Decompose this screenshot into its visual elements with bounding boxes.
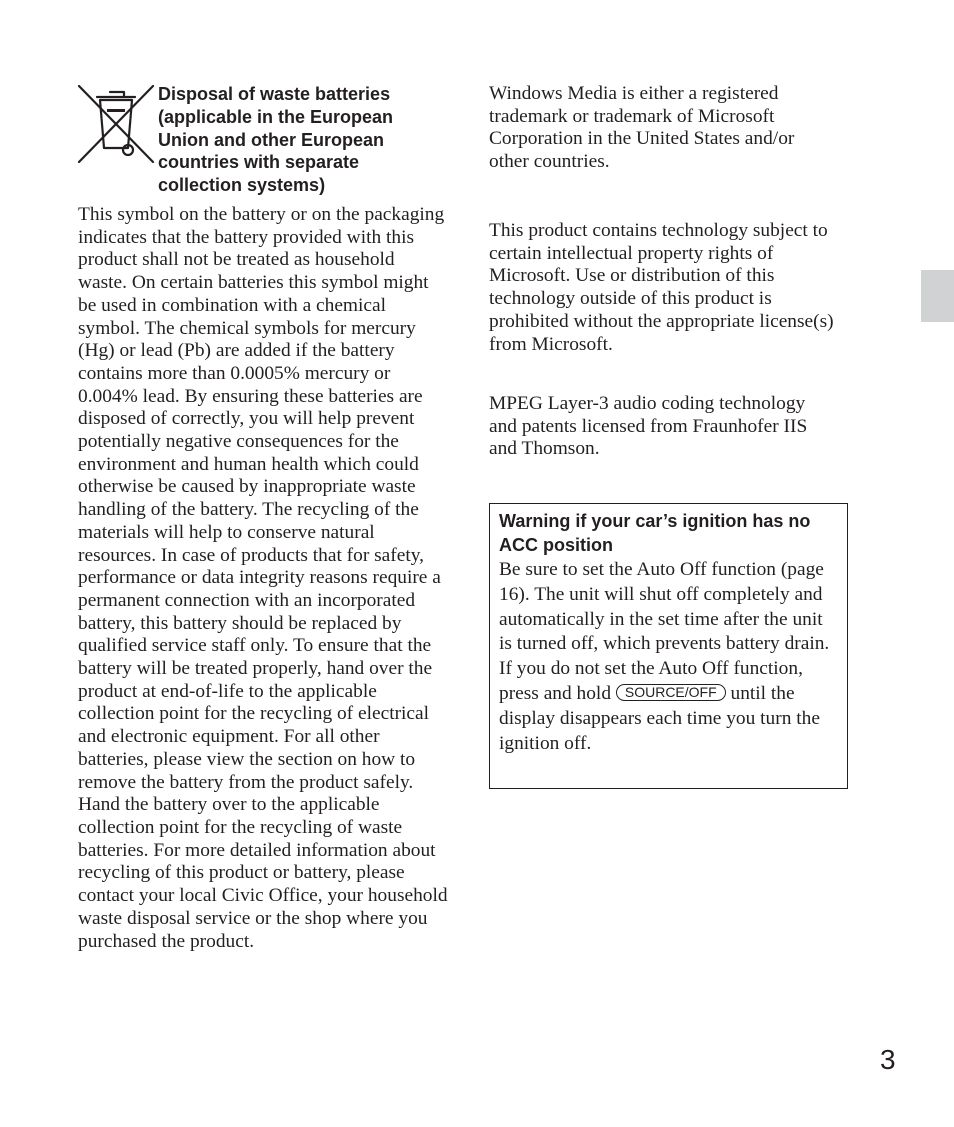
- warning-title: Warning if your car’s ignition has no ACC position: [499, 511, 811, 555]
- warning-body: [499, 558, 839, 756]
- microsoft-ip-notice: This product contains technology subject to certain intellectual property rights of Microsoft. Use or distribution of this technology outside of this product is prohibited without the appropriate license(s) from Microsoft.: [489, 220, 834, 355]
- windows-media-notice: Windows Media is either a registered trademark or trademark of Microsoft Corporation in the United States and/or other countries.: [489, 83, 795, 173]
- crossed-out-wheelie-bin-icon: [77, 84, 155, 164]
- page-number: 3: [880, 1044, 896, 1075]
- section-side-tab: [921, 270, 954, 322]
- mpeg-license-notice: MPEG Layer-3 audio coding technology and patents licensed from Fraunhofer IIS and Thomson.: [489, 393, 808, 460]
- source-off-button-label: SOURCE/OFF: [616, 684, 726, 701]
- warning-box: [489, 503, 848, 789]
- warning-body-text-after: until the display disappears each time you turn the ignition off.: [499, 682, 820, 754]
- disposal-heading: Disposal of waste batteries (applicable in the European Union and other European countries with separate collection systems): [158, 84, 394, 196]
- disposal-body-text: This symbol on the battery or on the packaging indicates that the battery provided with this product shall not be treated as household waste. On certain batteries this symbol might be used in combination with a chemical symbol. The chemical symbols for mercury (Hg) or lead (Pb) are added if the battery contains more than 0.0005% mercury or 0.004% lead. By ensuring these batteries are disposed of correctly, you will help prevent potentially negative consequences for the environment and human health which could otherwise be caused by inappropriate waste handling of the battery. The recycling of the materials will help to conserve natural resources. In case of products that for safety, performance or data integrity reasons require a permanent connection with an incorporated battery, this battery should be replaced by qualified service staff only. To ensure that the battery will be treated properly, hand over the product at end-of-life to the applicable collection point for the recycling of electrical and electronic equipment. For all other batteries, please view the section on how to remove the battery from the product safely. Hand the battery over to the applicable collection point for the recycling of waste batteries. For more detailed information about recycling of this product or battery, please contact your local Civic Office, your household waste disposal service or the shop where you purchased the product.: [78, 204, 448, 952]
- warning-body-text-before: Be sure to set the Auto Off function (page 16). The unit will shut off completely and automatically in the set time after the unit is turned off, which prevents battery drain. If you do not set the Auto Off function, press and hold: [499, 559, 830, 704]
